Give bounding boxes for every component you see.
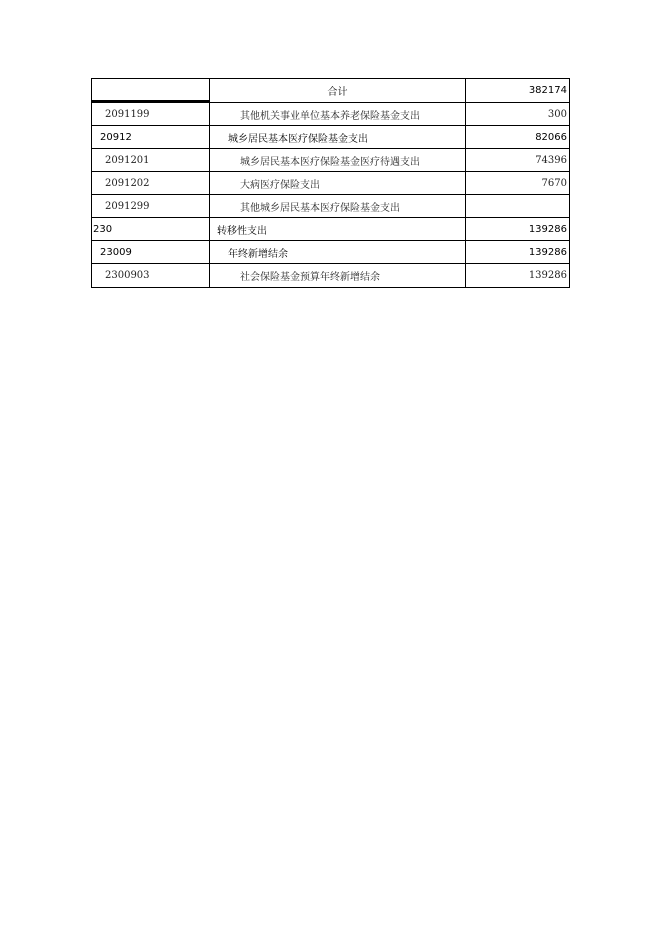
table-row	[92, 149, 569, 172]
row-amount	[466, 195, 569, 217]
row-amount: 139286	[528, 270, 567, 281]
row-name: 城乡居民基本医疗保险基金医疗待遇支出	[210, 149, 466, 171]
row-name: 城乡居民基本医疗保险基金支出	[210, 126, 466, 148]
row-name: 年终新增结余	[210, 241, 466, 263]
row-amount: 74396	[535, 154, 567, 166]
row-amount: 139286	[528, 223, 567, 235]
row-code: 2091299	[92, 195, 210, 217]
total-code-cell	[92, 79, 210, 102]
row-name: 其他城乡居民基本医疗保险基金支出	[210, 195, 466, 217]
row-name: 转移性支出	[210, 218, 466, 240]
row-amount: 300	[547, 108, 567, 120]
row-name: 其他机关事业单位基本养老保险基金支出	[210, 103, 466, 125]
row-code: 2091199	[92, 103, 210, 125]
table-row	[92, 218, 569, 241]
row-code: 23009	[92, 241, 210, 263]
total-row	[92, 79, 569, 103]
total-amount: 382174	[528, 85, 567, 96]
row-code: 2091202	[92, 172, 210, 194]
table-row	[92, 126, 569, 149]
budget-table	[91, 78, 570, 288]
row-amount: 7670	[541, 177, 567, 189]
row-name: 社会保险基金预算年终新增结余	[210, 264, 466, 287]
row-code: 230	[92, 218, 210, 240]
row-amount: 82066	[535, 131, 567, 143]
row-amount: 139286	[528, 246, 567, 258]
row-code: 20912	[92, 126, 210, 148]
table-row	[92, 195, 569, 218]
row-code: 2300903	[92, 264, 210, 287]
table-row	[92, 264, 569, 287]
row-name: 大病医疗保险支出	[210, 172, 466, 194]
row-code: 2091201	[92, 149, 210, 171]
table-row	[92, 241, 569, 264]
total-label: 合计	[210, 79, 466, 102]
table-row	[92, 103, 569, 126]
table-row	[92, 172, 569, 195]
